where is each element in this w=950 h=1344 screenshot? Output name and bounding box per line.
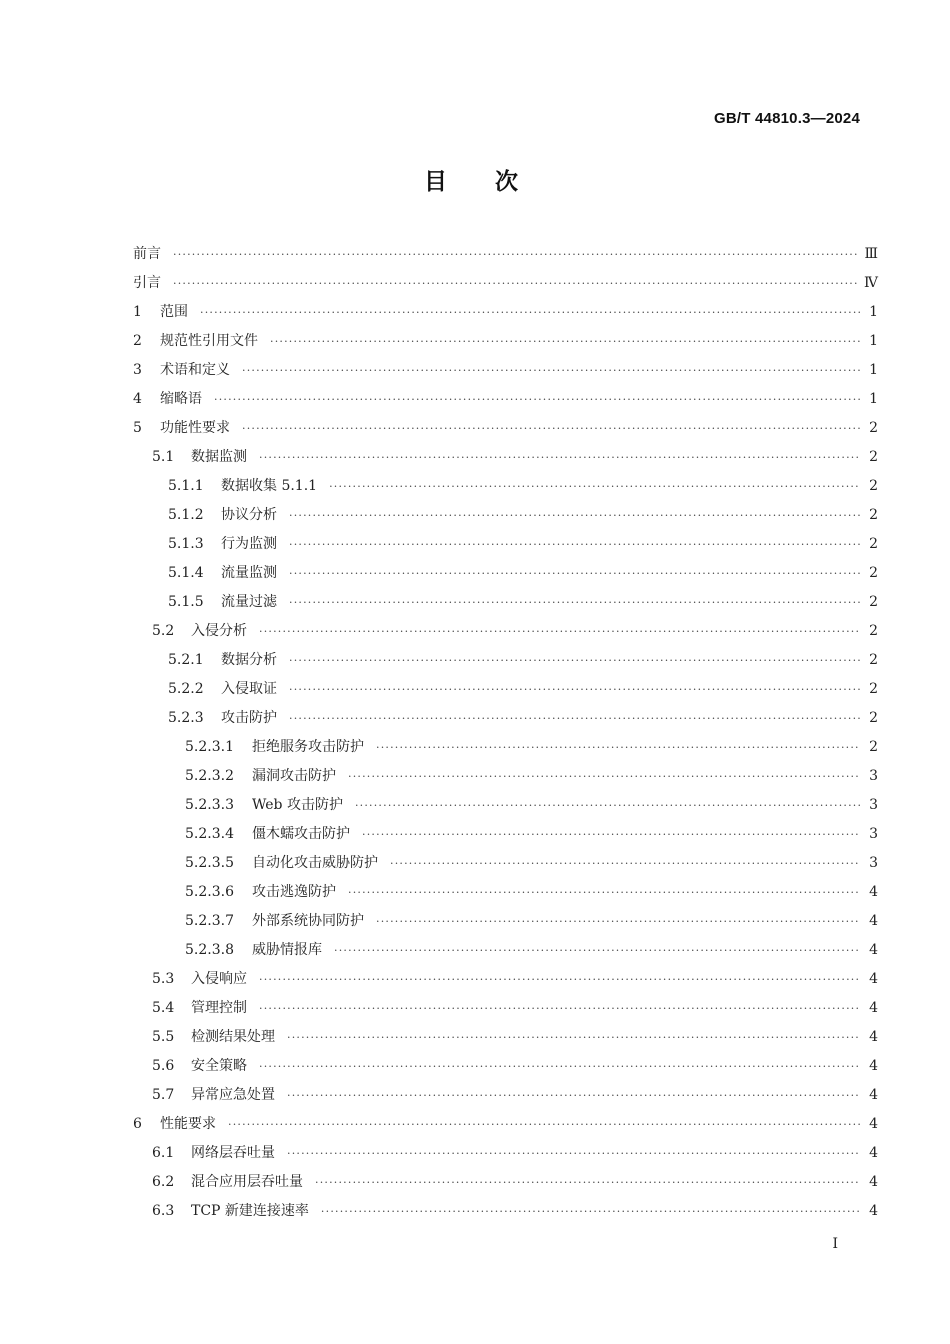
standard-number: GB/T 44810.3—2024 <box>714 110 860 127</box>
toc-entry-number: 5.1.3 <box>168 536 204 552</box>
toc-entry-page: 2 <box>869 478 878 494</box>
toc-entry[interactable] <box>133 1052 878 1081</box>
toc-entry-title: 入侵取证 <box>221 681 277 697</box>
toc-entry-page: 2 <box>869 420 878 436</box>
toc-dot-leader <box>287 1081 860 1110</box>
toc-entry-number: 5.2.1 <box>168 652 204 668</box>
toc-entry-page: Ⅳ <box>864 275 878 291</box>
toc-entry-number: 5.2.3.7 <box>185 913 234 929</box>
toc-entry-title: 网络层吞吐量 <box>191 1145 275 1161</box>
toc-entry[interactable] <box>133 269 878 298</box>
toc-entry-number: 5.7 <box>152 1087 175 1103</box>
toc-dot-leader <box>289 675 860 704</box>
toc-dot-leader <box>228 1110 860 1139</box>
toc-entry-number: 5.2.3.8 <box>185 942 234 958</box>
toc-entry[interactable] <box>133 1139 878 1168</box>
toc-entry-number: 6.2 <box>152 1174 175 1190</box>
toc-entry-title: 漏洞攻击防护 <box>252 768 336 784</box>
toc-entry-title: 检测结果处理 <box>191 1029 275 1045</box>
toc-entry-page: 1 <box>869 304 878 320</box>
toc-entry-page: 3 <box>869 797 878 813</box>
toc-entry-title: 入侵响应 <box>191 971 247 987</box>
toc-entry[interactable] <box>133 530 878 559</box>
toc-entry-title: 外部系统协同防护 <box>252 913 364 929</box>
toc-entry-page: 4 <box>869 1116 878 1132</box>
toc-entry-title: 入侵分析 <box>191 623 247 639</box>
toc-heading: 目次 <box>424 169 566 195</box>
toc-entry[interactable] <box>133 414 878 443</box>
toc-entry-page: 2 <box>869 652 878 668</box>
toc-dot-leader <box>376 907 860 936</box>
toc-entry[interactable] <box>133 443 878 472</box>
toc-entry[interactable] <box>133 704 878 733</box>
toc-dot-leader <box>259 443 860 472</box>
toc-entry-title: 安全策略 <box>191 1058 247 1074</box>
toc-entry[interactable] <box>133 791 878 820</box>
toc-entry-page: 3 <box>869 768 878 784</box>
toc-entry-title: 攻击防护 <box>221 710 277 726</box>
toc-entry[interactable] <box>133 1110 878 1139</box>
toc-entry-number: 5.5 <box>152 1029 175 1045</box>
toc-entry[interactable] <box>133 1023 878 1052</box>
toc-entry[interactable] <box>133 327 878 356</box>
toc-entry-page: 4 <box>869 1029 878 1045</box>
toc-entry-title: 混合应用层吞吐量 <box>191 1174 303 1190</box>
toc-dot-leader <box>348 762 860 791</box>
toc-entry[interactable] <box>133 385 878 414</box>
toc-entry-title: 流量过滤 <box>221 594 277 610</box>
toc-entry-number: 6.1 <box>152 1145 175 1161</box>
toc-entry[interactable] <box>133 617 878 646</box>
toc-dot-leader <box>259 994 860 1023</box>
toc-entry[interactable] <box>133 849 878 878</box>
toc-entry-page: 2 <box>869 739 878 755</box>
toc-entry-title: 管理控制 <box>191 1000 247 1016</box>
toc-entry-title: 行为监测 <box>221 536 277 552</box>
toc-entry[interactable] <box>133 356 878 385</box>
toc-entry-title: 前言 <box>133 246 161 262</box>
toc-entry-number: 3 <box>133 362 142 378</box>
toc-entry-number: 2 <box>133 333 142 349</box>
toc-entry-title: 自动化攻击威胁防护 <box>252 855 378 871</box>
toc-entry[interactable] <box>133 994 878 1023</box>
toc-dot-leader <box>362 820 860 849</box>
toc-entry-number: 5 <box>133 420 142 436</box>
toc-entry-page: 4 <box>869 1145 878 1161</box>
toc-entry-page: 2 <box>869 594 878 610</box>
page-number: Ⅰ <box>832 1236 838 1252</box>
toc-dot-leader <box>376 733 860 762</box>
toc-entry-number: 6 <box>133 1116 142 1132</box>
toc-entry-page: 4 <box>869 971 878 987</box>
toc-entry[interactable] <box>133 240 878 269</box>
toc-entry-number: 5.2.3.6 <box>185 884 234 900</box>
toc-dot-leader <box>348 878 860 907</box>
toc-dot-leader <box>334 936 860 965</box>
toc-entry-number: 5.1 <box>152 449 175 465</box>
toc-entry-number: 5.2.3.3 <box>185 797 234 813</box>
toc-dot-leader <box>289 704 860 733</box>
toc-entry-page: 4 <box>869 1087 878 1103</box>
toc-entry-number: 5.2.3.4 <box>185 826 234 842</box>
toc-entry-title: 性能要求 <box>160 1116 216 1132</box>
toc-dot-leader <box>289 501 860 530</box>
toc-entry-title: 引言 <box>133 275 161 291</box>
toc-entry-title: 协议分析 <box>221 507 277 523</box>
toc-entry-number: 4 <box>133 391 142 407</box>
toc-entry-number: 5.4 <box>152 1000 175 1016</box>
toc-entry[interactable] <box>133 298 878 327</box>
toc-entry-title: 范围 <box>160 304 188 320</box>
toc-dot-leader <box>214 385 860 414</box>
toc-entry[interactable] <box>133 1197 878 1226</box>
toc-dot-leader <box>289 530 860 559</box>
toc-dot-leader <box>289 559 860 588</box>
toc-dot-leader <box>173 240 858 269</box>
toc-entry-title: 数据监测 <box>191 449 247 465</box>
toc-entry[interactable] <box>133 472 878 501</box>
toc-entry[interactable] <box>133 559 878 588</box>
toc-dot-leader <box>329 472 860 501</box>
toc-entry[interactable] <box>133 588 878 617</box>
toc-entry-title: 拒绝服务攻击防护 <box>252 739 364 755</box>
toc-entry-number: 5.2.2 <box>168 681 204 697</box>
toc-entry-title: 功能性要求 <box>160 420 230 436</box>
toc-entry-number: 5.1.1 <box>168 478 204 494</box>
toc-entry-title: 数据分析 <box>221 652 277 668</box>
toc-entry[interactable] <box>133 936 878 965</box>
toc-entry-title: Web 攻击防护 <box>252 797 343 813</box>
toc-entry-number: 5.1.2 <box>168 507 204 523</box>
toc-entry-title: 规范性引用文件 <box>160 333 258 349</box>
toc-entry-number: 5.2.3.1 <box>185 739 234 755</box>
toc-entry-title: 威胁情报库 <box>252 942 322 958</box>
toc-dot-leader <box>315 1168 860 1197</box>
toc-entry-title: 异常应急处置 <box>191 1087 275 1103</box>
toc-entry-title: 缩略语 <box>160 391 202 407</box>
toc-entry[interactable] <box>133 646 878 675</box>
toc-entry-page: 2 <box>869 565 878 581</box>
toc-entry-title: 流量监测 <box>221 565 277 581</box>
toc-entry-page: 4 <box>869 913 878 929</box>
toc-entry-title: 攻击逃逸防护 <box>252 884 336 900</box>
toc-dot-leader <box>321 1197 860 1226</box>
toc-entry-number: 5.3 <box>152 971 175 987</box>
toc-dot-leader <box>289 588 860 617</box>
toc-entry[interactable] <box>133 820 878 849</box>
toc-dot-leader <box>289 646 860 675</box>
toc-entry-page: 1 <box>869 391 878 407</box>
toc-dot-leader <box>355 791 860 820</box>
toc-entry-number: 5.2.3.5 <box>185 855 234 871</box>
toc-entry[interactable] <box>133 907 878 936</box>
toc-entry[interactable] <box>133 878 878 907</box>
toc-entry-page: 2 <box>869 536 878 552</box>
toc-entry[interactable] <box>133 733 878 762</box>
table-of-contents <box>133 240 878 1226</box>
toc-entry-page: Ⅲ <box>864 246 878 262</box>
toc-entry[interactable] <box>133 1168 878 1197</box>
toc-entry-title: 僵木蠕攻击防护 <box>252 826 350 842</box>
toc-entry[interactable] <box>133 762 878 791</box>
toc-dot-leader <box>242 414 860 443</box>
toc-entry-page: 2 <box>869 623 878 639</box>
toc-entry-page: 1 <box>869 333 878 349</box>
toc-entry-page: 1 <box>869 362 878 378</box>
toc-entry-page: 2 <box>869 681 878 697</box>
toc-entry[interactable] <box>133 1081 878 1110</box>
toc-entry-page: 4 <box>869 942 878 958</box>
toc-entry-page: 2 <box>869 507 878 523</box>
toc-dot-leader <box>173 269 858 298</box>
toc-entry-number: 5.1.5 <box>168 594 204 610</box>
toc-entry-number: 5.2.3.2 <box>185 768 234 784</box>
toc-entry-title: 数据收集 5.1.1 <box>221 478 318 494</box>
toc-entry-page: 3 <box>869 855 878 871</box>
toc-entry[interactable] <box>133 675 878 704</box>
toc-entry[interactable] <box>133 501 878 530</box>
toc-entry-title: TCP 新建连接速率 <box>191 1203 309 1219</box>
toc-dot-leader <box>259 1052 860 1081</box>
toc-entry[interactable] <box>133 965 878 994</box>
toc-entry-number: 5.1.4 <box>168 565 204 581</box>
toc-entry-page: 4 <box>869 1000 878 1016</box>
toc-entry-page: 3 <box>869 826 878 842</box>
toc-dot-leader <box>259 965 860 994</box>
toc-entry-number: 5.2.3 <box>168 710 204 726</box>
toc-dot-leader <box>200 298 860 327</box>
toc-dot-leader <box>390 849 860 878</box>
toc-dot-leader <box>242 356 860 385</box>
toc-entry-title: 术语和定义 <box>160 362 230 378</box>
toc-entry-number: 6.3 <box>152 1203 175 1219</box>
toc-entry-number: 1 <box>133 304 142 320</box>
toc-entry-number: 5.2 <box>152 623 175 639</box>
toc-entry-page: 2 <box>869 710 878 726</box>
toc-entry-number: 5.6 <box>152 1058 175 1074</box>
toc-dot-leader <box>287 1139 860 1168</box>
toc-dot-leader <box>287 1023 860 1052</box>
toc-entry-page: 4 <box>869 1058 878 1074</box>
toc-entry-page: 4 <box>869 884 878 900</box>
toc-dot-leader <box>259 617 860 646</box>
toc-entry-page: 4 <box>869 1203 878 1219</box>
toc-entry-page: 2 <box>869 449 878 465</box>
toc-entry-page: 4 <box>869 1174 878 1190</box>
toc-dot-leader <box>270 327 860 356</box>
